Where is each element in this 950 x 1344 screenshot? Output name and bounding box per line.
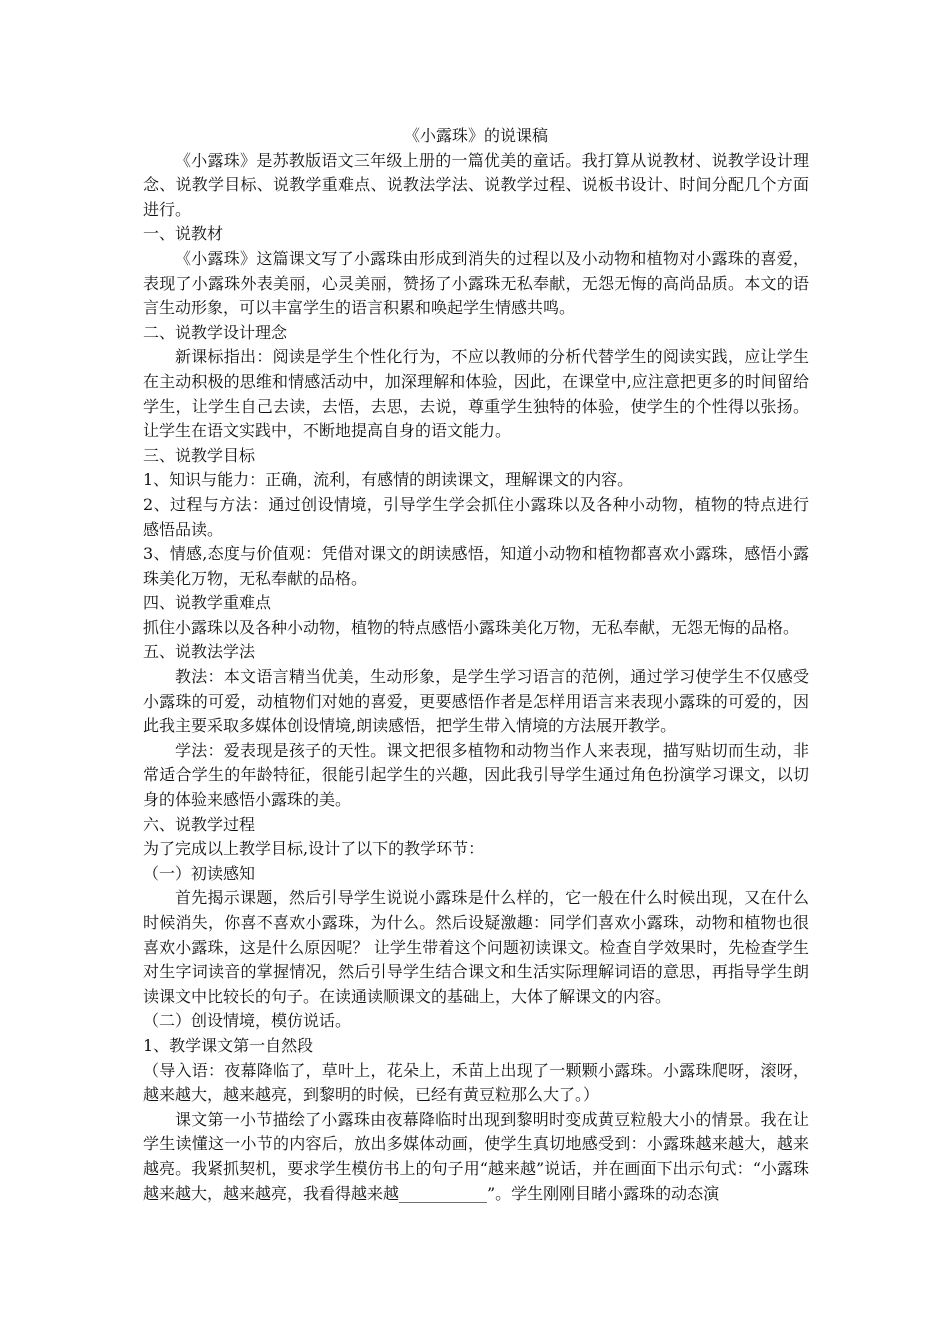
subsection-heading-create-scene: （二）创设情境，模仿说话。 xyxy=(143,1011,352,1031)
section-heading-methods: 五、说教法学法 xyxy=(143,642,256,662)
document-page xyxy=(143,124,809,1206)
section-heading-process: 六、说教学过程 xyxy=(143,814,256,834)
paragraph: 新课标指出：阅读是学生个性化行为，不应以教师的分析代替学生的阅读实践，应让学生在主动积极的思维和情感活动中，加深理解和体验，因此，在课堂中,应注意把更多的时间留给学生，让学生自己去读，去悟，去思，去说，尊重学生独特的体验，使学生的个性得以张扬。让学生在语文实践中，不断地提高自身的语文能力。 xyxy=(143,347,809,441)
paragraph: 抓住小露珠以及各种小动物，植物的特点感悟小露珠美化万物，无私奉献，无怨无悔的品格。 xyxy=(143,617,800,637)
list-item: 3、情感,态度与价值观：凭借对课文的朗读感悟，知道小动物和植物都喜欢小露珠，感悟小露珠美化万物，无私奉献的品格。 xyxy=(143,544,809,588)
paragraph: 《小露珠》这篇课文写了小露珠由形成到消失的过程以及小动物和植物对小露珠的喜爱，表现了小露珠外表美丽，心灵美丽，赞扬了小露珠无私奉献，无怨无悔的高尚品质。本文的语言生动形象，可以丰富学生的语言积累和唤起学生情感共鸣。 xyxy=(143,248,809,318)
paragraph: 学法：爱表现是孩子的天性。课文把很多植物和动物当作人来表现，描写贴切而生动，非常适合学生的年龄特征，很能引起学生的兴趣，因此我引导学生通过角色扮演学习课文，以切身的体验来感悟小露珠的美。 xyxy=(143,740,809,810)
list-item: 2、过程与方法：通过创设情境，引导学生学会抓住小露珠以及各种小动物，植物的特点进行感悟品读。 xyxy=(143,494,809,539)
document-title: 《小露珠》的说课稿 xyxy=(403,126,548,145)
quote-paragraph: （导入语：夜幕降临了，草叶上，花朵上，禾苗上出现了一颗颗小露珠。小露珠爬呀，滚呀，越来越大，越来越亮，到黎明的时候，已经有黄豆粒那么大了。） xyxy=(143,1060,809,1105)
paragraph: 为了完成以上教学目标,设计了以下的教学环节： xyxy=(143,839,485,859)
list-item: 1、知识与能力：正确，流利，有感情的朗读课文，理解课文的内容。 xyxy=(143,470,634,490)
subsection-heading-first-reading: （一）初读感知 xyxy=(143,863,256,883)
paragraph: 教法：本文语言精当优美，生动形象，是学生学习语言的范例，通过学习使学生不仅感受小露珠的可爱，动植物们对她的喜爱，更要感悟作者是怎样用语言来表现小露珠的可爱的，因此我主要采取多媒体创设情境,朗读感悟，把学生带入情境的方法展开教学。 xyxy=(143,667,809,736)
section-heading-key-points: 四、说教学重难点 xyxy=(143,593,272,613)
list-item: 1、教学课文第一自然段 xyxy=(143,1035,314,1055)
paragraph: 课文第一小节描绘了小露珠由夜幕降临时出现到黎明时变成黄豆粒般大小的情景。我在让学生读懂这一小节的内容后，放出多媒体动画，使学生真切地感受到：小露珠越来越大，越来越亮。我紧抓契机，要求学生模仿书上的句子用“越来越”说话，并在画面下出示句式：“小露珠越来越大，越来越亮，我看得越来越___________”。学生刚刚目睹小露珠的动态演 xyxy=(143,1109,809,1203)
section-heading-design-concept: 二、说教学设计理念 xyxy=(143,322,288,342)
intro-paragraph: 《小露珠》是苏教版语文三年级上册的一篇优美的童话。我打算从说教材、说教学设计理念、说教学目标、说教学重难点、说教法学法、说教学过程、说板书设计、时间分配几个方面进行。 xyxy=(143,150,809,219)
section-heading-teaching-goals: 三、说教学目标 xyxy=(143,445,256,465)
section-heading-teaching-material: 一、说教材 xyxy=(143,224,224,244)
paragraph: 首先揭示课题，然后引导学生说说小露珠是什么样的，它一般在什么时候出现，又在什么时候消失，你喜不喜欢小露珠，为什么。然后设疑激趣：同学们喜欢小露珠，动物和植物也很喜欢小露珠，这是什么原因呢？ 让学生带着这个问题初读课文。检查自学效果时，先检查学生对生字词读音的掌握情况，然后引导学生结合课文和生活实际理解词语的意思，再指导学生朗读课文中比较长的句子。在读通读顺课文的基础上，大体了解课文的内容。 xyxy=(143,888,809,1006)
